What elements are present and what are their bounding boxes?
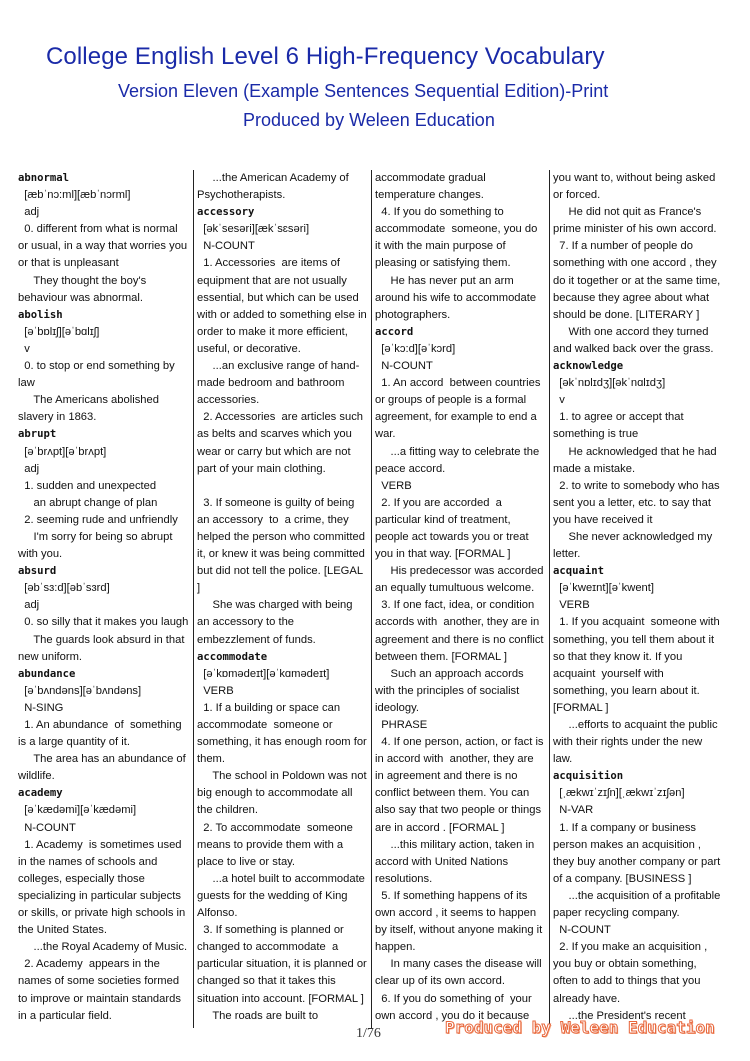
entry-line: 2. If you are accorded a — [375, 496, 502, 509]
entry-line: them. — [197, 753, 225, 766]
entry-line: 2. If you make an acquisition , — [553, 941, 708, 954]
entry-line: already have. — [553, 992, 621, 1005]
entry-line: 2. Accessories are articles such — [197, 411, 364, 424]
entry-line: The school in Poldown was not — [197, 770, 367, 783]
entry-headword: abundance — [18, 667, 76, 680]
entry-line: order to make it more efficient, — [197, 325, 348, 338]
entry-line: made bedroom and bathroom — [197, 377, 345, 390]
entry-line: an equally tumultuous welcome. — [375, 582, 535, 595]
entry-line: 1. An abundance of something — [18, 719, 182, 731]
entry-line: [əkˈsesəri][ækˈsɛsəri] — [197, 223, 310, 236]
entry-line: N-COUNT — [375, 360, 433, 373]
entry-line: Such an approach accords — [375, 667, 524, 680]
entry-line: Alfonso. — [197, 907, 238, 920]
entry-line: The area has an abundance of — [18, 753, 186, 766]
entry-line: means to provide them with a — [197, 838, 344, 851]
entry-line: something is true — [553, 428, 639, 441]
entry-line: own accord , you do it because — [375, 1009, 530, 1022]
entry-line: N-VAR — [553, 804, 594, 817]
entry-line: The guards look absurd in that — [18, 633, 185, 646]
entry-line: 1. If a building or space can — [197, 701, 341, 714]
entry-line: names of some societies formed — [18, 975, 180, 988]
entry-line: by itself, without anyone making it — [375, 924, 543, 937]
entry-line: you have received it — [553, 513, 653, 526]
entry-line: or that is unpleasant — [18, 257, 119, 270]
entry-line: changed to accommodate a — [197, 941, 339, 954]
entry-line: the children. — [197, 804, 258, 817]
entry-line: new uniform. — [18, 650, 83, 663]
entry-line: pleasing or satisfying them. — [375, 257, 511, 270]
entry-line: embezzlement of funds. — [197, 633, 316, 646]
entry-line: She was charged with being — [197, 599, 353, 612]
entry-line: people act towards you or treat — [375, 530, 529, 543]
entry-line: in agreement and there is no — [375, 770, 518, 783]
entry-line: or usual, in a way that worries you — [18, 240, 188, 253]
entry-line: often to add to things that you — [553, 975, 701, 988]
entry-line: person makes an acquisition , — [553, 838, 702, 851]
entry-line: it, or knew it was being committed — [197, 548, 365, 561]
entry-line: between them. [FORMAL ] — [375, 650, 508, 663]
entry-line: with you. — [18, 548, 63, 561]
vocabulary-columns — [18, 170, 732, 1028]
entry-headword: acquisition — [553, 770, 624, 783]
entry-line: particular situation, it is planned or — [197, 958, 367, 971]
entry-line: in a particular field. — [18, 1009, 112, 1022]
entry-line: is a large quantity of it. — [18, 736, 130, 749]
entry-line: His predecessor was accorded — [375, 565, 544, 578]
entry-line: 5. If something happens of its — [375, 889, 528, 902]
entry-line: specializing in particular subjects — [18, 889, 181, 902]
entry-line: big enough to accommodate all — [197, 787, 353, 800]
entry-line: The Americans abolished — [18, 394, 159, 407]
entry-line: useful, or decorative. — [197, 342, 301, 355]
entry-line: as belts and scarves which you — [197, 428, 352, 441]
entry-line: or forced. — [553, 189, 601, 202]
entry-headword: acquaint — [553, 565, 605, 578]
entry-line: ...efforts to acquaint the public — [553, 719, 718, 731]
entry-line: 1. Academy is sometimes used — [18, 838, 182, 851]
entry-line: accessories. — [197, 394, 260, 407]
entry-line: an accessory to a crime, they — [197, 513, 349, 526]
entry-line: [əˈbrʌpt][əˈbrʌpt] — [18, 445, 107, 458]
entry-line: with or added to something else in — [197, 308, 367, 321]
entry-line: colleges, especially those — [18, 872, 145, 885]
entry-line: [əˈkɒmədeɪt][əˈkɑmədeɪt] — [197, 667, 330, 680]
entry-line: the United States. — [18, 924, 107, 937]
column-2 — [197, 170, 369, 1028]
entry-line: around his wife to accommodate — [375, 291, 537, 304]
entry-line: v — [553, 394, 565, 407]
entry-line: war. — [375, 428, 396, 441]
entry-line: 0. different from what is normal — [18, 223, 178, 236]
entry-line: equipment that are not usually — [197, 274, 347, 287]
entry-line: With one accord they turned — [553, 325, 709, 338]
entry-line: something, you learn about it. — [553, 684, 700, 697]
entry-line: [əkˈnɒlɪdʒ][əkˈnɑlɪdʒ] — [553, 377, 666, 390]
entry-line: in the names of schools and — [18, 855, 158, 868]
entry-line: something with one accord , they — [553, 257, 717, 270]
entry-line: 1. Accessories are items of — [197, 257, 341, 270]
entry-line: She never acknowledged my — [553, 530, 713, 543]
entry-line: something, it has enough room for — [197, 736, 367, 749]
entry-headword: accommodate — [197, 650, 268, 663]
entry-line: own accord , it seems to happen — [375, 907, 537, 920]
document-producer: Produced by Weleen Education — [243, 110, 495, 130]
entry-line: VERB — [375, 479, 412, 492]
entry-line: part of your main clothing. — [197, 462, 326, 475]
entry-line: ...the American Academy of — [197, 172, 349, 184]
entry-line: ...the President's recent — [553, 1009, 686, 1022]
entry-line: wear or carry but which are not — [197, 445, 351, 458]
entry-line: [əbˈsɜ:d][əbˈsɜrd] — [18, 582, 110, 595]
entry-line: 1. sudden and unexpected — [18, 479, 157, 492]
entry-line: accommodate someone or — [197, 719, 333, 731]
entry-line: an accessory to the — [197, 616, 295, 629]
entry-line: PHRASE — [375, 719, 428, 731]
entry-line: so that they know it. If you — [553, 650, 683, 663]
entry-headword: academy — [18, 787, 63, 800]
entry-line: you buy or obtain something, — [553, 958, 697, 971]
entry-line: it with the main purpose of — [375, 240, 506, 253]
entry-line: with the principles of socialist — [375, 684, 520, 697]
entry-line: do it together or at the same time, — [553, 274, 721, 287]
entry-line: ...a hotel built to accommodate — [197, 872, 365, 885]
entry-line: adj — [18, 206, 40, 219]
entry-line: an abrupt change of plan — [18, 496, 158, 509]
document-title: College English Level 6 High-Frequency Vocabulary — [46, 43, 605, 70]
entry-line: [æbˈnɔ:ml][æbˈnɔrml] — [18, 189, 131, 202]
entry-line: [əˈkweɪnt][əˈkwent] — [553, 582, 654, 595]
entry-line: ...the Royal Academy of Music. — [18, 941, 188, 954]
entry-line: situation into account. [FORMAL ] — [197, 992, 364, 1005]
entry-line: something, you tell them about it — [553, 633, 715, 646]
entry-line: v — [18, 342, 30, 355]
entry-line: The roads are built to — [197, 1009, 319, 1022]
entry-line: 4. If one person, action, or fact is — [375, 736, 544, 749]
entry-line: accommodate someone, you do — [375, 223, 538, 236]
watermark-logo: Produced by Weleen Education — [445, 1018, 715, 1037]
entry-line: N-SING — [18, 701, 64, 714]
entry-headword: abnormal — [18, 172, 70, 184]
entry-headword: abrupt — [18, 428, 57, 441]
entry-line: behaviour was abnormal. — [18, 291, 143, 304]
entry-line: He acknowledged that he had — [553, 445, 717, 458]
entry-line: sent you a letter, etc. to say that — [553, 496, 711, 509]
page-number: 1/76 — [356, 1026, 381, 1041]
entry-line: 3. If one fact, idea, or condition — [375, 599, 535, 612]
entry-line: 2. To accommodate someone — [197, 821, 353, 834]
entry-line: 0. so silly that it makes you laugh — [18, 616, 189, 629]
entry-line: letter. — [553, 548, 581, 561]
entry-line: N-COUNT — [553, 924, 611, 937]
entry-line: agreement, for example to end a — [375, 411, 537, 424]
entry-line: law. — [553, 753, 573, 766]
entry-line: 2. to write to somebody who has — [553, 479, 720, 492]
entry-line: 4. If you do something to — [375, 206, 504, 219]
entry-line: because they agree about what — [553, 291, 710, 304]
entry-line: with their rights under the new — [553, 736, 703, 749]
entry-line: law — [18, 377, 35, 390]
entry-line: of a company. [BUSINESS ] — [553, 872, 692, 885]
entry-line: 2. seeming rude and unfriendly — [18, 513, 178, 526]
entry-line: 2. Academy appears in the — [18, 958, 160, 971]
entry-line: accords with another, they are in — [375, 616, 540, 629]
entry-line: photographers. — [375, 308, 451, 321]
entry-line: essential, but which can be used — [197, 291, 359, 304]
entry-line: accommodate gradual — [375, 172, 486, 184]
entry-line: [ˌækwɪˈzɪʃn][ˌækwɪˈzɪʃən] — [553, 787, 685, 800]
entry-line: 3. If someone is guilty of being — [197, 496, 355, 509]
entry-line: or skills, or private high schools in — [18, 907, 186, 920]
entry-line: adj — [18, 462, 40, 475]
entry-line: [əˈbɒlɪʃ][əˈbɑlɪʃ] — [18, 325, 100, 338]
entry-line: 1. An accord between countries — [375, 377, 541, 390]
entry-line: ] — [197, 582, 201, 595]
entry-line: are in accord . [FORMAL ] — [375, 821, 505, 834]
entry-line: they buy another company or part — [553, 855, 721, 868]
entry-line: place to live or stay. — [197, 855, 296, 868]
column-3 — [375, 170, 548, 1028]
entry-line: wildlife. — [18, 770, 55, 783]
entry-line: particular kind of treatment, — [375, 513, 511, 526]
entry-line: prime minister of his own accord. — [553, 223, 717, 236]
entry-line: slavery in 1863. — [18, 411, 97, 424]
column-divider — [371, 170, 372, 1028]
entry-line: should be done. [LITERARY ] — [553, 308, 700, 321]
entry-line: acquaint yourself with — [553, 667, 664, 680]
entry-line: clear up of its own accord. — [375, 975, 505, 988]
entry-line: but did not tell the police. [LEGAL — [197, 565, 364, 578]
entry-line: conflict between them. You can — [375, 787, 530, 800]
entry-line: He did not quit as France's — [553, 206, 702, 219]
entry-line: VERB — [197, 684, 234, 697]
entry-line: ...an exclusive range of hand- — [197, 360, 360, 373]
entry-line: also say that two people or things — [375, 804, 542, 817]
entry-line — [197, 478, 369, 495]
entry-line: adj — [18, 599, 40, 612]
entry-line: [FORMAL ] — [553, 701, 609, 714]
entry-headword: absurd — [18, 565, 57, 578]
entry-line: in accord with another, they are — [375, 753, 534, 766]
entry-line: temperature changes. — [375, 189, 484, 202]
entry-line: resolutions. — [375, 872, 433, 885]
entry-line: [əˈbʌndəns][əˈbʌndəns] — [18, 684, 142, 697]
entry-line: 0. to stop or end something by — [18, 360, 175, 373]
entry-line: Psychotherapists. — [197, 189, 286, 202]
document-subtitle: Version Eleven (Example Sentences Sequential Edition)-Print — [118, 81, 609, 101]
column-4 — [553, 170, 731, 1028]
entry-line: helped the person who committed — [197, 530, 365, 543]
entry-headword: abolish — [18, 308, 63, 321]
entry-line: I'm sorry for being so abrupt — [18, 530, 173, 543]
entry-line: N-COUNT — [18, 821, 76, 834]
entry-line: In many cases the disease will — [375, 958, 542, 971]
column-1 — [18, 170, 192, 1028]
entry-line: ...this military action, taken in — [375, 838, 535, 851]
entry-line: VERB — [553, 599, 590, 612]
entry-line: [əˈkɔ:d][əˈkɔrd] — [375, 342, 456, 355]
entry-line: made a mistake. — [553, 462, 636, 475]
entry-line: He has never put an arm — [375, 274, 514, 287]
entry-line: you want to, without being asked — [553, 172, 716, 184]
entry-line: [əˈkædəmi][əˈkædəmi] — [18, 804, 137, 817]
entry-headword: accessory — [197, 206, 255, 219]
entry-line: 1. If a company or business — [553, 821, 697, 834]
entry-line: happen. — [375, 941, 416, 954]
entry-headword: accord — [375, 325, 414, 338]
entry-line: 1. to agree or accept that — [553, 411, 684, 424]
entry-line: N-COUNT — [197, 240, 255, 253]
entry-line: accord with United Nations — [375, 855, 509, 868]
entry-line: 7. If a number of people do — [553, 240, 693, 253]
entry-line: ideology. — [375, 701, 419, 714]
column-divider — [193, 170, 194, 1028]
entry-line: 3. If something is planned or — [197, 924, 344, 937]
entry-line: They thought the boy's — [18, 274, 147, 287]
entry-line: agreement and there is no conflict — [375, 633, 544, 646]
entry-line: 1. If you acquaint someone with — [553, 616, 720, 629]
entry-line: and walked back over the grass. — [553, 342, 714, 355]
entry-headword: acknowledge — [553, 360, 624, 373]
entry-line: changed so that it takes this — [197, 975, 336, 988]
entry-line: paper recycling company. — [553, 907, 680, 920]
entry-line: guests for the wedding of King — [197, 889, 348, 902]
entry-line: 6. If you do something of your — [375, 992, 532, 1005]
document-header — [0, 0, 750, 150]
entry-line: to improve or maintain standards — [18, 992, 181, 1005]
entry-line: you in that way. [FORMAL ] — [375, 548, 511, 561]
entry-line: ...the acquisition of a profitable — [553, 889, 721, 902]
column-divider — [549, 170, 550, 1028]
entry-line: or groups of people is a formal — [375, 394, 527, 407]
entry-line: ...a fitting way to celebrate the — [375, 445, 540, 458]
entry-line: peace accord. — [375, 462, 446, 475]
